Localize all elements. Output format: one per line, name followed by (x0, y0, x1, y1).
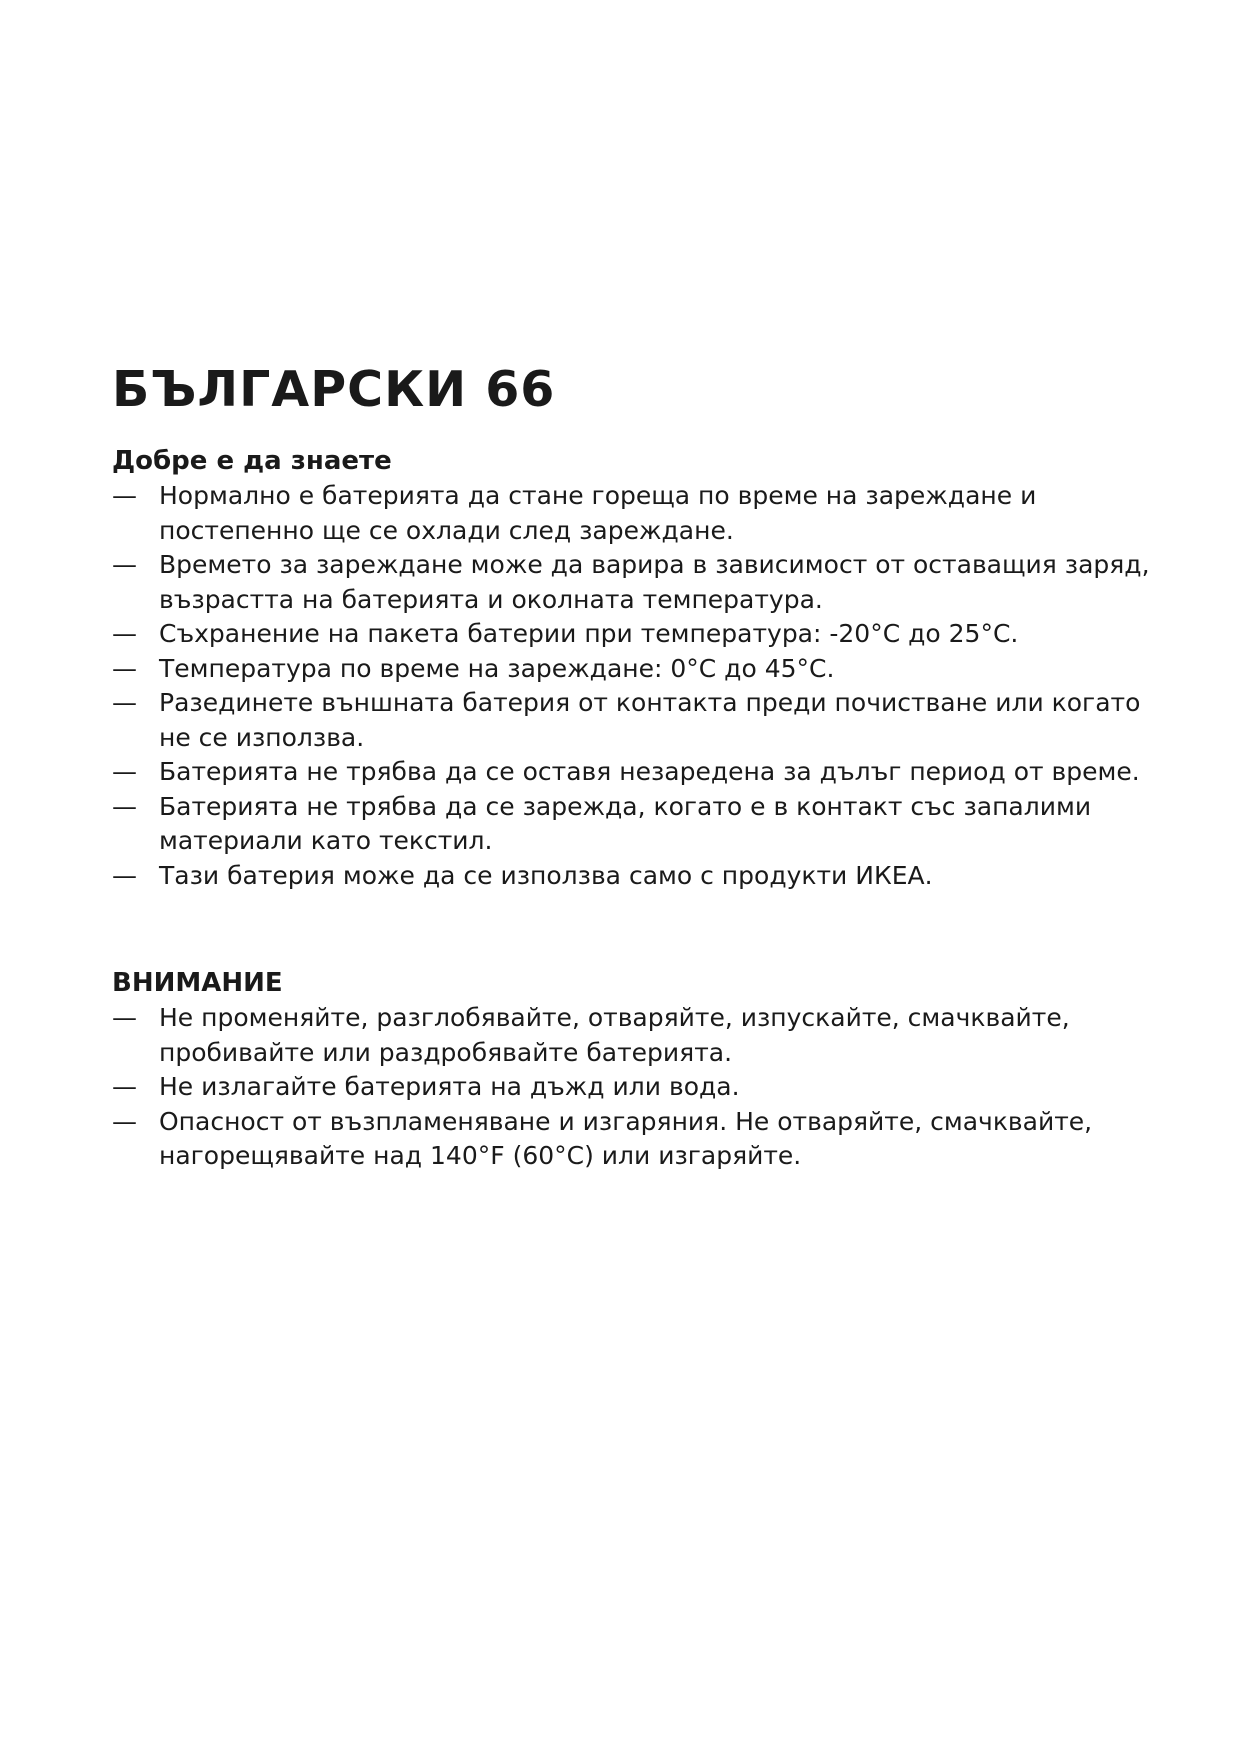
list-item (112, 755, 1162, 790)
list-item (112, 652, 1162, 687)
warning-section (112, 965, 1162, 1174)
list-item (112, 1105, 1162, 1174)
dash-bullet: — (112, 688, 137, 717)
list-item-text: Не излагайте батерията на дъжд или вода. (159, 1072, 740, 1101)
dash-bullet: — (112, 1072, 137, 1101)
good-to-know-list (112, 479, 1162, 893)
list-item-text: Температура по време на зареждане: 0°C до 45°C. (159, 653, 835, 683)
list-item (112, 1070, 1162, 1105)
list-item-text: Опасност от възпламеняване и изгаряния. Не отваряйте, смачквайте, нагорещявайте над 140°F (60°C) или изгаряйте. (159, 1106, 1093, 1170)
list-item-text: Тази батерия може да се използва само с продукти ИКЕА. (159, 860, 933, 890)
list-item-text: Времето за зареждане може да варира в зависимост от оставащия заряд, възрастта на батерията и околната температура. (159, 550, 1150, 614)
list-item (112, 479, 1162, 548)
good-to-know-section (112, 443, 1162, 893)
dash-bullet: — (112, 757, 137, 786)
list-item (112, 790, 1162, 859)
dash-bullet: — (112, 1106, 137, 1136)
dash-bullet: — (112, 619, 137, 648)
list-item (112, 686, 1162, 755)
list-item-text: Разединете външната батерия от контакта преди почистване или когато не се използва. (159, 688, 1141, 752)
dash-bullet: — (112, 481, 137, 510)
dash-bullet: — (112, 860, 137, 890)
list-item-text: Батерията не трябва да се оставя незаредена за дълъг период от време. (159, 757, 1140, 786)
list-item (112, 859, 1162, 894)
page-title: БЪЛГАРСКИ 66 (112, 361, 556, 418)
list-item-text: Нормално е батерията да стане гореща по време на зареждане и постепенно ще се охлади след зареждане. (159, 481, 1037, 545)
list-item-text: Съхранение на пакета батерии при температура: -20°C до 25°C. (159, 619, 1019, 648)
dash-bullet: — (112, 653, 137, 683)
dash-bullet: — (112, 791, 137, 821)
list-item (112, 1001, 1162, 1070)
list-item (112, 617, 1162, 652)
list-item (112, 548, 1162, 617)
list-item-text: Не променяйте, разглобявайте, отваряйте, изпускайте, смачквайте, пробивайте или раздробявайте батерията. (159, 1003, 1070, 1067)
section-heading: Добре е да знаете (112, 446, 392, 476)
section-heading: ВНИМАНИЕ (112, 968, 283, 998)
dash-bullet: — (112, 1003, 137, 1032)
dash-bullet: — (112, 550, 137, 579)
list-item-text: Батерията не трябва да се зарежда, когато е в контакт със запалими материали като текстил. (159, 791, 1092, 855)
warning-list (112, 1001, 1162, 1174)
